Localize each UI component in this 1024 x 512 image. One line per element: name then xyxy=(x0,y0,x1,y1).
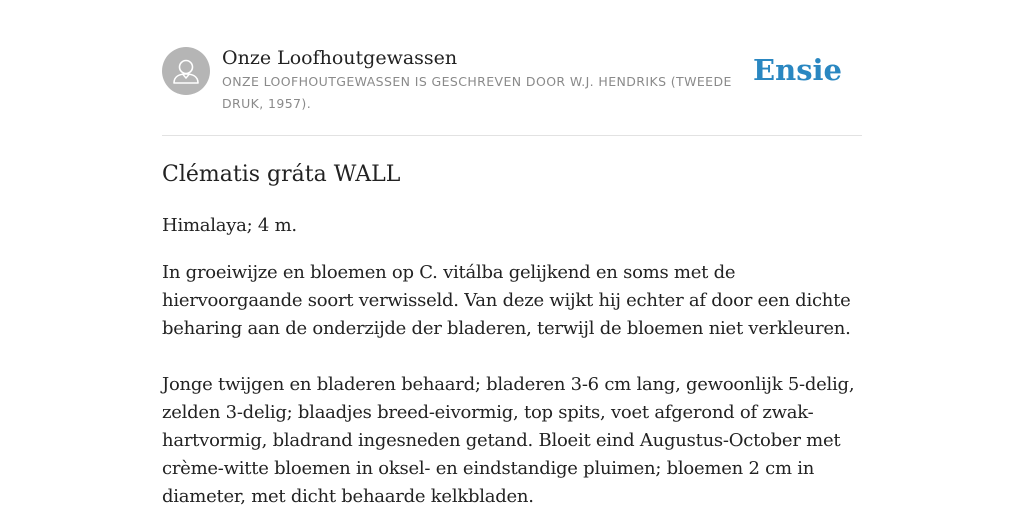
source-header xyxy=(162,46,862,118)
source-avatar[interactable] xyxy=(162,47,210,95)
user-icon xyxy=(162,47,210,95)
paragraph-details: Jonge twijgen en bladeren behaard; bladeren 3-6 cm lang, gewoonlijk 5-delig, zelden 3-delig; blaadjes breed-eivormig, top spits, voet afgerond of zwak-hartvormig, bladrand ingesneden getand. Bloeit eind Augustus-October met crème-witte bloemen in oksel- en eindstandige pluimen; bloemen 2 cm in diameter, met dicht behaarde kelkbladen. xyxy=(162,374,855,507)
entry-title: Clématis gráta WALL xyxy=(162,162,401,187)
source-subtitle: ONZE LOOFHOUTGEWASSEN IS GESCHREVEN DOOR W.J. HENDRIKS (TWEEDE DRUK, 1957). xyxy=(222,74,732,111)
paragraph-description: In groeiwijze en bloemen op C. vitálba gelijkend en soms met de hiervoorgaande soort verwisseld. Van deze wijkt hij echter af door een dichte beharing aan de onderzijde der bladeren, terwijl de bloemen niet verkleuren. xyxy=(162,262,851,339)
paragraph-location: Himalaya; 4 m. xyxy=(162,215,297,236)
ensie-logo[interactable]: Ensie xyxy=(753,53,842,87)
article-content xyxy=(162,158,862,511)
header-divider xyxy=(162,135,862,136)
source-title[interactable]: Onze Loofhoutgewassen xyxy=(222,47,458,69)
